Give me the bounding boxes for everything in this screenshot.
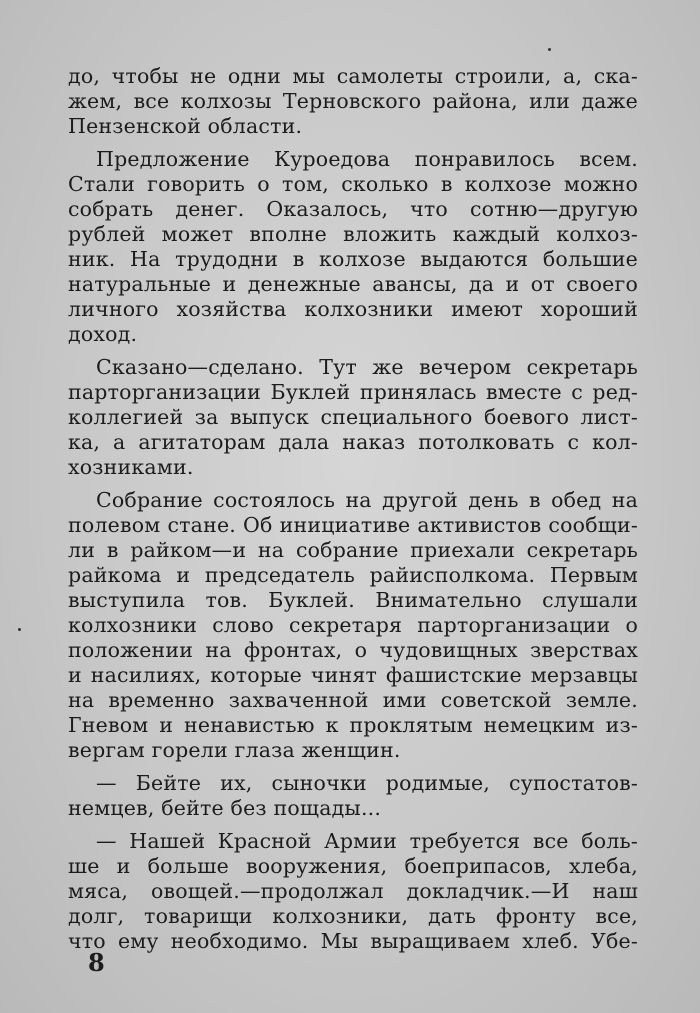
text-line: Сказано—сделано. Тут же вечером секретарь [96, 355, 638, 379]
text-line: ник. На трудодни в колхозе выдаются большие [68, 247, 638, 271]
paragraph [68, 355, 638, 480]
text-line: — Нашей Красной Армии требуется все боль- [96, 829, 638, 853]
text-line: парторганизации Буклей принялась вместе с ред- [68, 380, 638, 404]
text-line: выступила тов. Буклей. Внимательно слушали [68, 588, 638, 612]
text-line: райкома и председатель райисполкома. Первым [68, 563, 638, 587]
text-line: вергам горели глаза женщин. [68, 738, 401, 762]
text-line: рублей может вполне вложить каждый колхоз- [68, 222, 638, 246]
text-line: Пензенской области. [68, 114, 303, 138]
text-line: положении на фронтах, о чудовищных зверствах [68, 638, 638, 662]
body-text [68, 64, 638, 962]
text-line: до, чтобы не одни мы самолеты строили, а, ска- [68, 64, 638, 88]
text-line: что ему необходимо. Мы выращиваем хлеб. Убе- [68, 929, 638, 953]
print-speck [18, 628, 21, 631]
text-line: Собрание состоялось на другой день в обед на [96, 488, 638, 512]
text-line: Гневом и ненавистью к проклятым немецким из- [68, 713, 638, 737]
text-line: собрать денег. Оказалось, что сотню—другую [68, 197, 638, 221]
text-line: полевом стане. Об инициативе активистов сообщи- [68, 513, 638, 537]
text-line: на временно захваченной ими советской земле. [68, 688, 638, 712]
text-line: ше и больше вооружения, боеприпасов, хлеба, [68, 854, 638, 878]
text-line: Стали говорить о том, сколько в колхозе можно [68, 172, 638, 196]
paragraph [68, 64, 638, 139]
paragraph [68, 488, 638, 763]
paragraph [68, 147, 638, 347]
paragraph [68, 771, 638, 821]
text-line: жем, все колхозы Терновского района, или даже [68, 89, 638, 113]
text-line: личного хозяйства колхозники имеют хороший [68, 297, 638, 321]
text-line: доход. [68, 322, 138, 346]
text-line: долг, товарищи колхозники, дать фронту все, [68, 904, 638, 928]
page-number: 8 [88, 948, 105, 977]
text-line: и насилиях, которые чинят фашистские мерзавцы [68, 663, 638, 687]
text-line: Предложение Куроедова понравилось всем. [96, 147, 638, 171]
print-speck [548, 48, 551, 51]
text-line: колхозники слово секретаря парторганизации о [68, 613, 638, 637]
text-line: натуральные и денежные авансы, да и от своего [68, 272, 638, 296]
text-line: ка, а агитаторам дала наказ потолковать с кол- [68, 430, 638, 454]
text-line: — Бейте их, сыночки родимые, супостатов- [96, 771, 638, 795]
text-line: немцев, бейте без пощады... [68, 796, 382, 820]
text-line: ли в райком—и на собрание приехали секретарь [68, 538, 638, 562]
text-line: мяса, овощей.—продолжал докладчик.—И наш [68, 879, 638, 903]
text-line: коллегией за выпуск специального боевого лист- [68, 405, 638, 429]
text-line: хозниками. [68, 455, 194, 479]
paragraph [68, 829, 638, 954]
